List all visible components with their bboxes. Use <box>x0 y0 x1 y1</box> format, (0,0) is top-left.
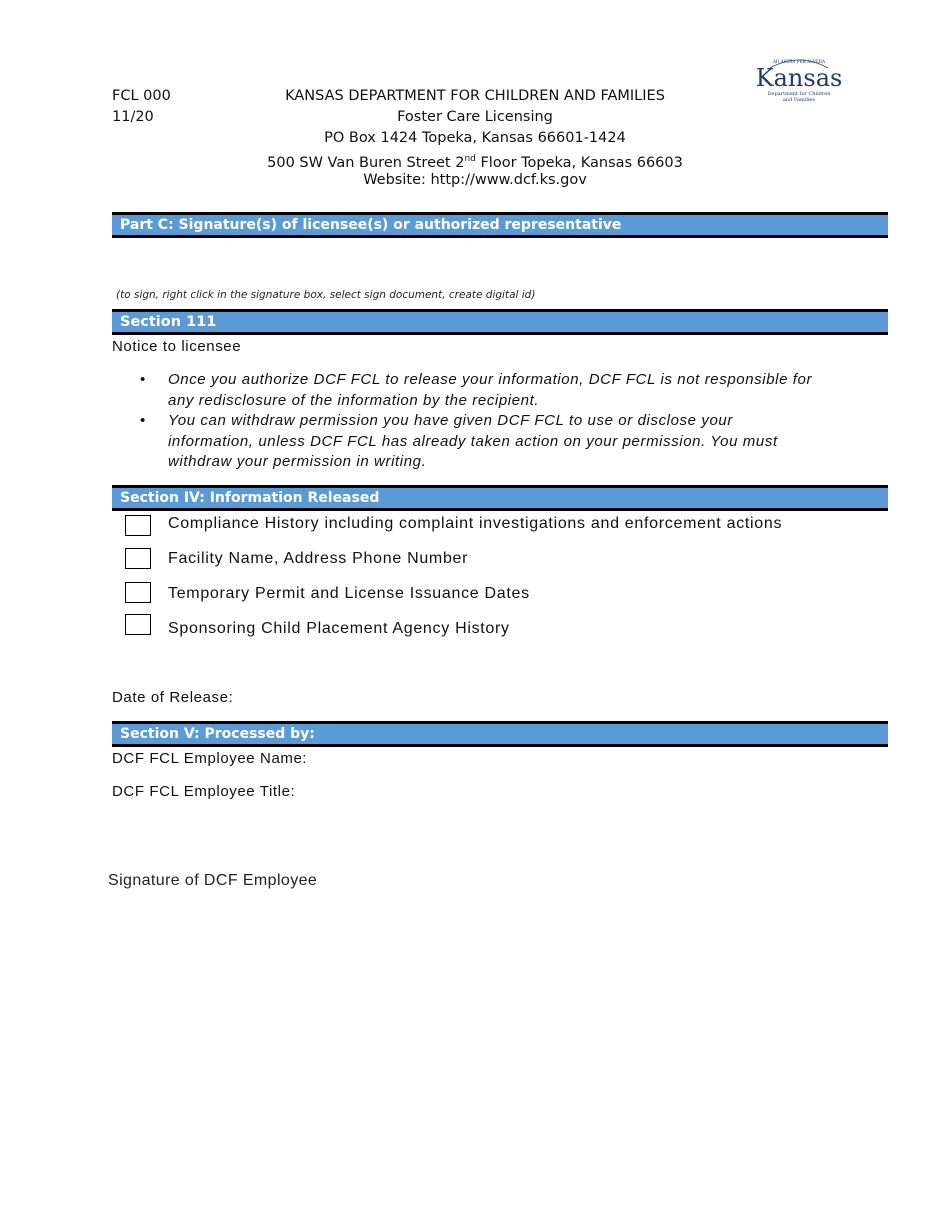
bullet-icon: • <box>140 412 146 429</box>
employee-title-label: DCF FCL Employee Title: <box>112 783 296 800</box>
compliance-history-label: Compliance History including complaint investigations and enforcement actions <box>168 515 783 532</box>
permit-dates-checkbox[interactable] <box>125 582 151 603</box>
division-name: Foster Care Licensing <box>397 109 553 125</box>
bullet-icon: • <box>140 371 146 388</box>
agency-name: KANSAS DEPARTMENT FOR CHILDREN AND FAMILIES <box>285 88 665 104</box>
logo-graphic <box>756 54 842 108</box>
kansas-dcf-logo <box>756 54 842 108</box>
section-v-header: Section V: Processed by: <box>112 721 888 747</box>
facility-name-label: Facility Name, Address Phone Number <box>168 550 469 567</box>
employee-name-label: DCF FCL Employee Name: <box>112 750 308 767</box>
notice-subtitle: Notice to licensee <box>112 338 242 355</box>
date-of-release-label: Date of Release: <box>112 689 234 706</box>
form-code: FCL 000 <box>112 88 171 104</box>
form-code-block <box>112 86 171 128</box>
signature-hint: (to sign, right click in the signature box, select sign document, create digital id) <box>116 289 536 301</box>
sponsoring-agency-checkbox[interactable] <box>125 614 151 635</box>
part-c-header: Part C: Signature(s) of licensee(s) or authorized representative <box>112 212 888 238</box>
section-111-header: Section 111 <box>112 309 888 335</box>
list-item: • You can withdraw permission you have given DCF FCL to use or disclose your information, unless DCF FCL has already taken action on your permission. You must withdraw your permission in writing. <box>140 412 778 470</box>
website-link[interactable]: Website: http://www.dcf.ks.gov <box>363 172 587 188</box>
employee-signature-label: Signature of DCF Employee <box>108 872 318 889</box>
logo-subline-2: and Families <box>782 97 816 103</box>
agency-header <box>200 86 750 191</box>
compliance-history-checkbox[interactable] <box>125 515 151 536</box>
sponsoring-agency-label: Sponsoring Child Placement Agency History <box>168 620 510 637</box>
street-address: 500 SW Van Buren Street 2nd Floor Topeka, Kansas 66603 <box>267 154 683 171</box>
facility-name-checkbox[interactable] <box>125 548 151 569</box>
po-box-address: PO Box 1424 Topeka, Kansas 66601-1424 <box>324 130 626 146</box>
logo-word: Kansas <box>756 64 842 92</box>
list-item: • Once you authorize DCF FCL to release your information, DCF FCL is not responsible for any redisclosure of the information by the recipient. <box>140 371 813 409</box>
section-iv-header: Section IV: Information Released <box>112 485 888 511</box>
form-date: 11/20 <box>112 109 154 125</box>
logo-arc-text: AD ASTRA PER ASPERA <box>772 59 826 64</box>
permit-dates-label: Temporary Permit and License Issuance Dates <box>168 585 530 602</box>
notice-bullet-list <box>140 370 840 473</box>
logo-subline-1: Department for Children <box>767 91 831 97</box>
